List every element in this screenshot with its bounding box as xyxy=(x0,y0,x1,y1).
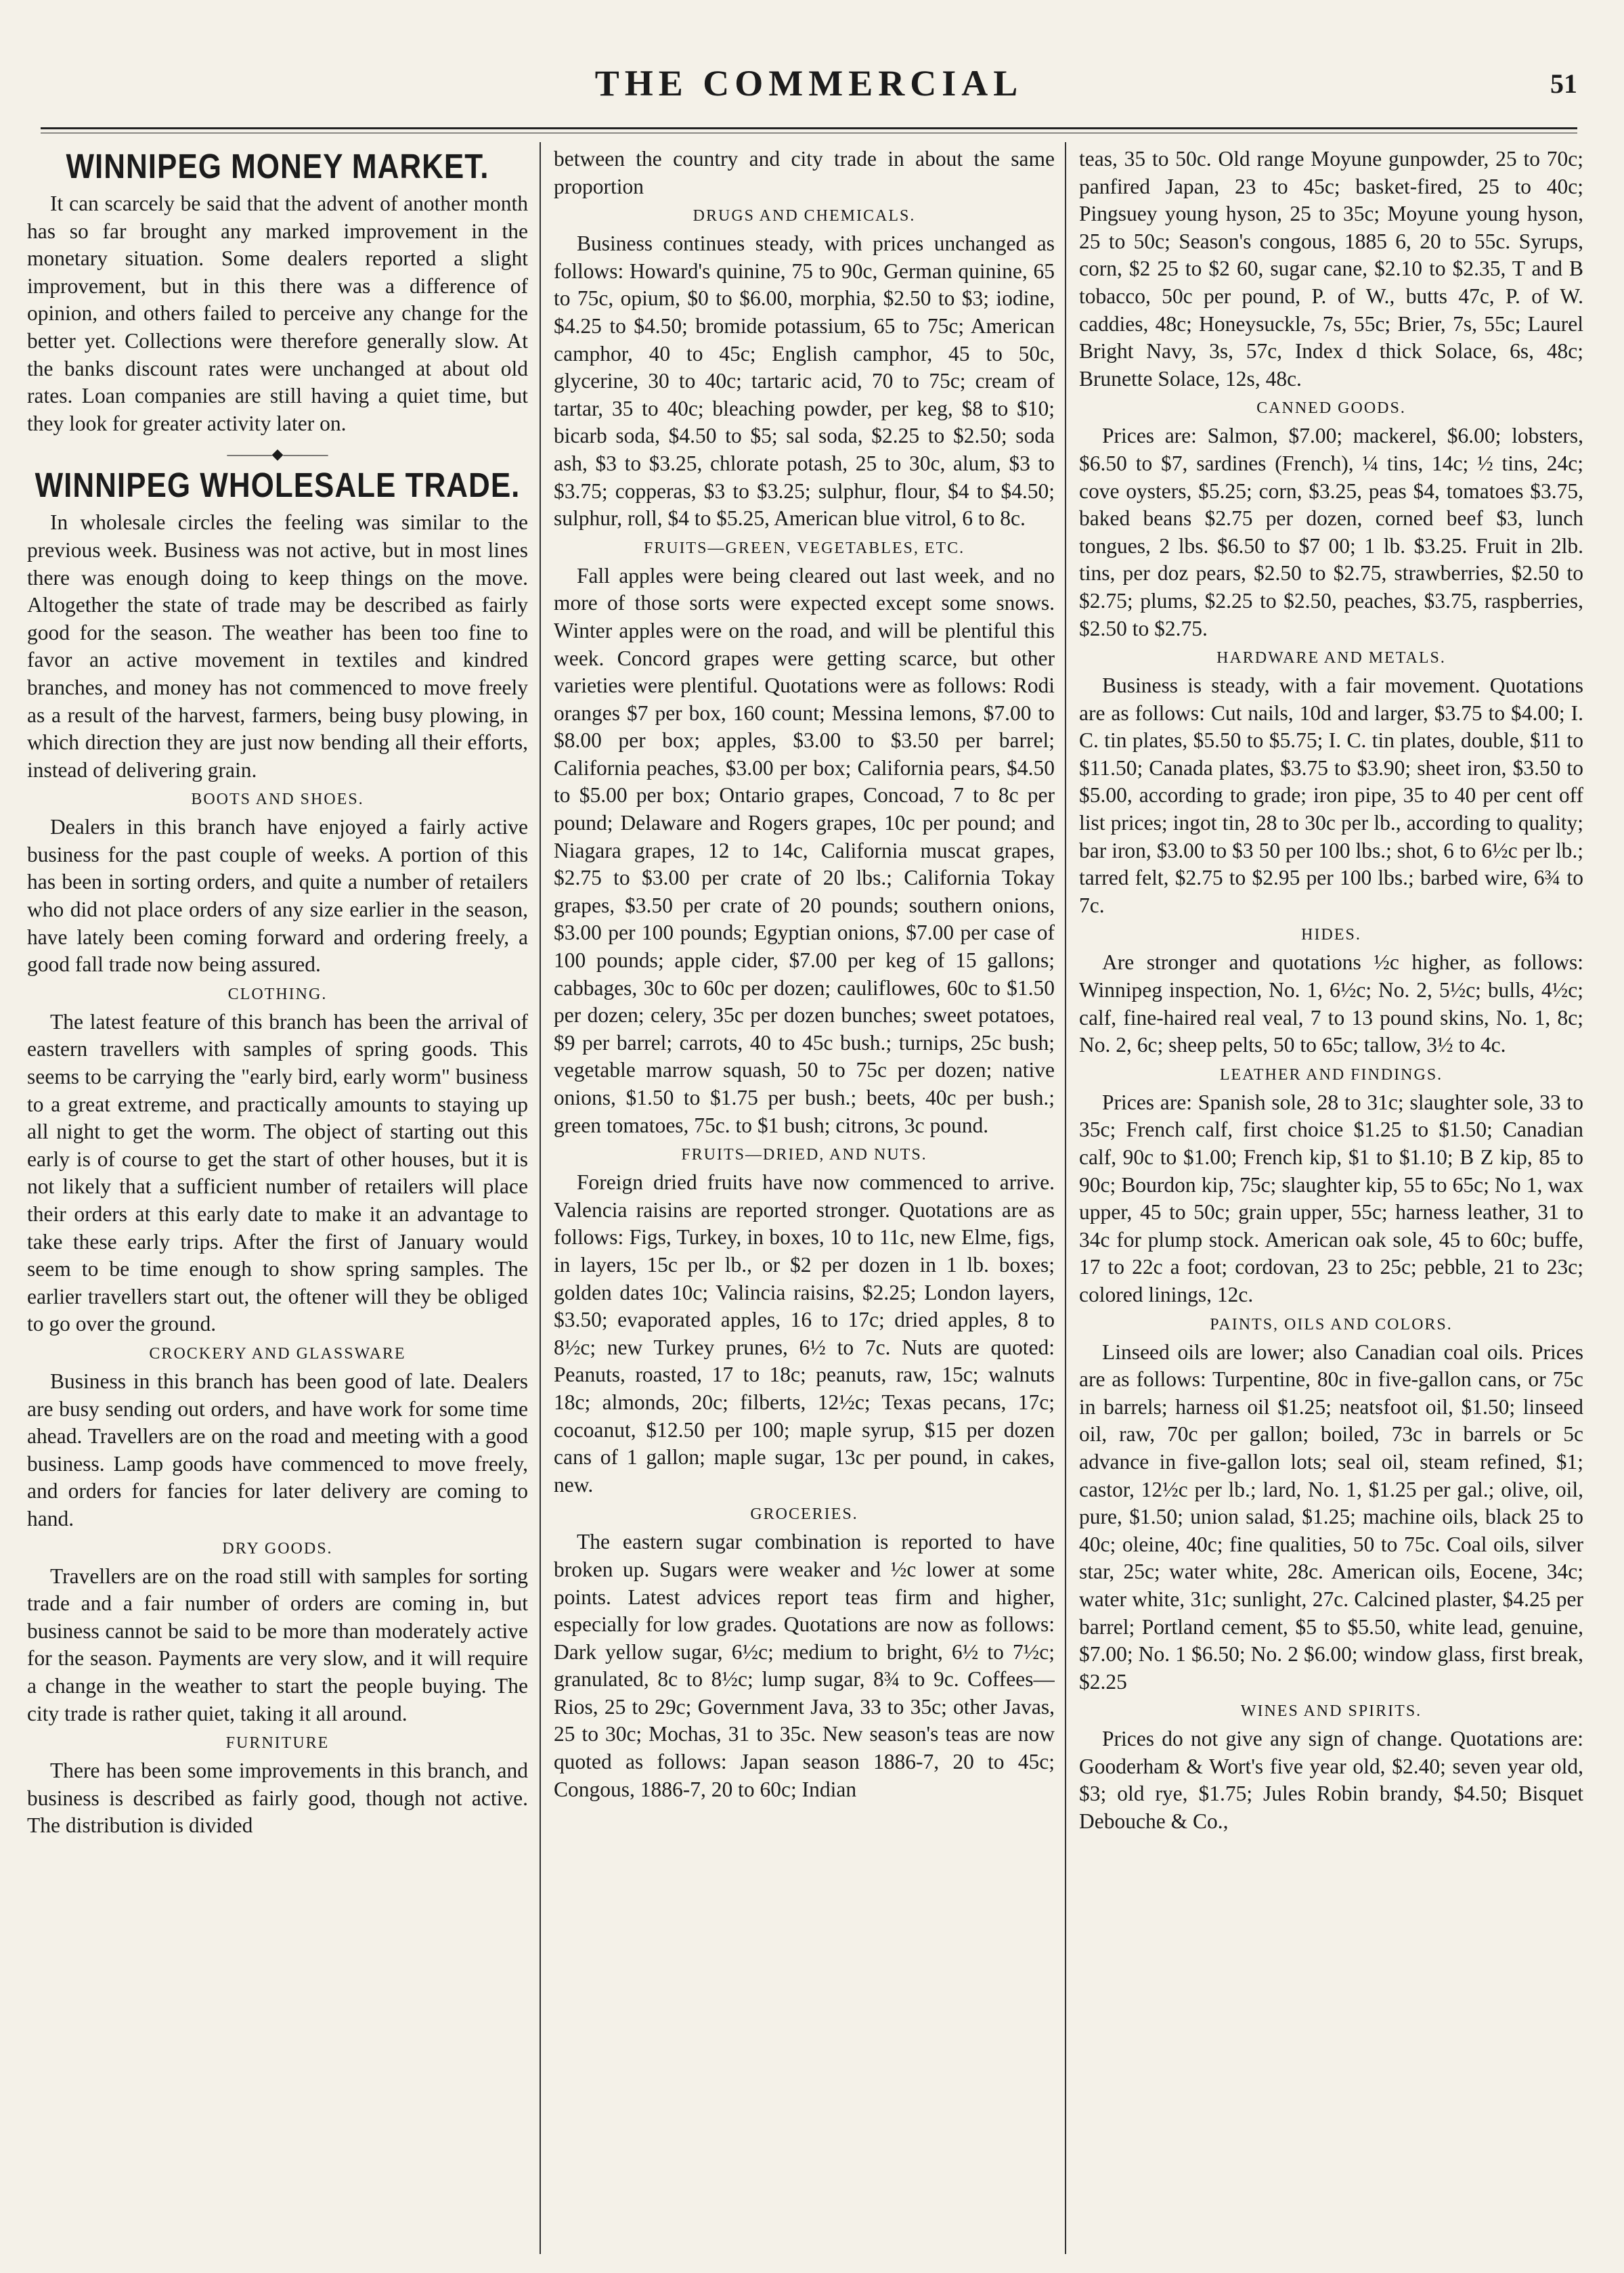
fruits-dried-heading: FRUITS—DRIED, AND NUTS. xyxy=(681,1146,927,1164)
column-3 xyxy=(1079,146,1583,2244)
canned-goods-heading: CANNED GOODS. xyxy=(1256,399,1406,418)
column-1 xyxy=(27,146,528,2244)
paints-heading: PAINTS, OILS AND COLORS. xyxy=(1210,1315,1453,1333)
wholesale-trade-title: WINNIPEG WHOLESALE TRADE. xyxy=(35,466,521,505)
section-divider: ———◆——— xyxy=(227,445,328,463)
hides-heading: HIDES. xyxy=(1301,926,1361,944)
canned-goods-body: Prices are: Salmon, $7.00; mackerel, $6.00; lobsters, $6.50 to $7, sardines (French), ¼ tins, 14c; ½ tins, 24c; cove oysters, $5.25; corn, $3.25, peas $4, tomatoes $3.75, baked beans $2.75 per dozen, corned beef $3, lunch tongues, 2 lbs. $6.50 to $7 00; 1 lb. $3.25. Fruit in 2lb. tins, per doz pears, $2.50 to $2.75, strawberries, $2.50 to $2.75; plums, $2.25 to $2.50, peaches, $3.75, raspberries, $2.50 to $2.75. xyxy=(1079,424,1583,640)
fruits-green-heading: FRUITS—GREEN, VEGETABLES, ETC. xyxy=(643,539,965,557)
drugs-heading: DRUGS AND CHEMICALS. xyxy=(693,207,916,225)
leather-body: Prices are: Spanish sole, 28 to 31c; slaughter sole, 33 to 35c; French calf, first choice $1.25 to $1.50; Canadian calf, 90c to $1.00; French kip, $1 to $1.10; B Z kip, 85 to 90c; Bourdon kip, 75c; slaughter kip, 55 to 65c; No 1, wax upper, 45 to 50c; grain upper, 55c; harness leather, 31 to 34c for plump stock. American oak sole, 45 to 60c; buffe, 17 to 22c a foot; cordovan, 23 to 25c; pebble, 21 to 23c; colored linings, 12c. xyxy=(1079,1090,1583,1306)
page-number: 51 xyxy=(1550,68,1577,99)
boots-body: Dealers in this branch have enjoyed a fairly active business for the past couple of weeks. A portion of this has been in sorting orders, and quite a number of retailers who did not place orders of any size earlier in the season, have lately been coming forward and ordering freely, a good fall trade now being assured. xyxy=(27,815,528,977)
furniture-body: There has been some improvements in this branch, and business is described as fairly good, though not active. The distribution is divided xyxy=(27,1759,528,1838)
money-market-body: It can scarcely be said that the advent of another month has so far brought any marked improvement in the monetary situation. Some dealers reported a slight improvement, but in this there was a difference of opinion, and others failed to perceive any change for the better yet. Collections were therefore generally slow. At the banks discount rates were unchanged at about old rates. Loan companies are still having a quiet time, but they look for greater activity later on. xyxy=(27,192,528,435)
page-header xyxy=(41,47,1577,129)
dry-goods-body: Travellers are on the road still with samples for sorting trade and a fair number of orders are coming in, but business cannot be said to be more than moderately active for the season. Payments are very slow, and it will require a change in the weather to start the people buying. The city trade is rather quiet, taking it all around. xyxy=(27,1564,528,1725)
fruits-dried-body: Foreign dried fruits have now commenced to arrive. Valencia raisins are reported stronger. Quotations are as follows: Figs, Turkey, in boxes, 10 to 11c, new Elme, figs, in layers, 15c per lb., or $2 per dozen in 1 lb. boxes; golden dates 10c; Valincia raisins, $2.25; London layers, $3.50; evaporated apples, 16 to 17c; dried apples, 8 to 8½c; new Turkey prunes, 6½ to 7c. Nuts are quoted: Peanuts, roasted, 17 to 18c; peanuts, raw, 15c; walnuts 18c; almonds, 20c; filberts, 12½c; Texas pecans, 17c; cocoanut, $12.50 per 100; maple syrup, $15 per dozen cans of 1 gallon; maple sugar, 13c per pound, in cakes, new. xyxy=(554,1170,1055,1497)
clothing-heading: CLOTHING. xyxy=(227,985,328,1003)
paints-body: Linseed oils are lower; also Canadian coal oils. Prices are as follows: Turpentine, 80c in five-gallon cans, or 75c in barrels; harness oil $1.25; neatsfoot oil, $1.50; linseed oil, raw, 70c per gallon; boiled, 73c in barrels or 5c advance in five-gallon lots; seal oil, steam refined, $1; castor, 12½c per lb.; lard, No. 1, $1.25 per gal.; olive, oil, pure, $1.50; union salad, $1.25; machine oils, black 25 to 40c; oleine, 40c; fine qualities, 50 to 75c. Coal oils, silver star, 25c; water white, 28c. American oils, Eocene, 34c; water white, 31c; sunlight, 27c. Calcined plaster, $4.25 per barrel; Portland cement, $5 to $5.50, white lead, genuine, $7.00; No. 1 $6.50; No. 2 $6.00; window glass, first break, $2.25 xyxy=(1079,1340,1583,1694)
wines-body: Prices do not give any sign of change. Quotations are: Gooderham & Wort's five year old, $2.40; seven year old, $3; old rye, $1.75; Jules Robin brandy, $4.50; Bisquet Debouche & Co., xyxy=(1079,1727,1583,1834)
hardware-body: Business is steady, with a fair movement. Quotations are as follows: Cut nails, 10d and larger, $3.75 to $4.00; I. C. tin plates, $5.50 to $5.75; I. C. tin plates, double, $11 to $11.50; Canada plates, $3.75 to $3.90; sheet iron, $3.50 to $5.00, according to grade; iron pipe, 35 to 40 per cent off list prices; ingot tin, 28 to 30c per lb., according to quality; bar iron, $3.00 to $3 50 per 100 lbs.; shot, 6 to 6½c per lb.; tarred felt, $2.75 to $2.95 per 100 lbs.; barbed wire, 6¾ to 7c. xyxy=(1079,674,1583,917)
column-divider xyxy=(1065,142,1066,2254)
groceries-continuation: teas, 35 to 50c. Old range Moyune gunpowder, 25 to 70c; panfired Japan, 23 to 45c; basket-fired, 25 to 40c; Pingsuey young hyson, 25 to 35c; Moyune young hyson, 25 to 50c; Season's congous, 1885 6, 20 to 55c. Syrups, corn, $2 25 to $2 60, sugar cane, $2.10 to $2.35, T and B tobacco, 50c per pound, P. of W., butts 47c, P. of W. caddies, 48c; Honeysuckle, 7s, 55c; Brier, 7s, 55c; Laurel Bright Navy, 3s, 57c, Index d thick Solace, 6s, 48c; Brunette Solace, 12s, 48c. xyxy=(1079,147,1583,391)
clothing-body: The latest feature of this branch has been the arrival of eastern travellers with samples of spring goods. This seems to be carrying the "early bird, early worm" business to a great extreme, and practically amounts to staying up all night to get the worm. The object of starting out this early is of course to get the start of other houses, but it is not likely that a sufficient number of retailers will place their orders at this early date to make it an advantage to take these early trips. After the first of January would seem to be time enough to show spring samples. The earlier travellers start out, the oftener will they be obliged to go over the ground. xyxy=(27,1009,528,1336)
leather-heading: LEATHER AND FINDINGS. xyxy=(1219,1065,1443,1084)
drugs-body: Business continues steady, with prices unchanged as follows: Howard's quinine, 75 to 90c, German quinine, 65 to 75c, opium, $0 to $6.00, morphia, $2.50 to $3; iodine, $4.25 to $4.50; bromide potassium, 65 to 75c; American camphor, 40 to 45c; English camphor, 45 to 50c, glycerine, 30 to 40c; tartaric acid, 70 to 75c; cream of tartar, 35 to 40c; bleaching powder, per keg, $8 to $10; bicarb soda, $4.50 to $5; sal soda, $2.25 to $2.50; soda ash, $3 to $3.25, chlorate potash, 25 to 30c, alum, $3 to $3.75; copperas, $3 to $3.25; sulphur, flour, $4 to $4.50; sulphur, roll, $4 to $5.25, American blue vitrol, 6 to 8c. xyxy=(554,231,1055,531)
column-divider xyxy=(540,142,541,2254)
hardware-heading: HARDWARE AND METALS. xyxy=(1216,649,1446,667)
dry-goods-heading: DRY GOODS. xyxy=(222,1539,333,1558)
header-rule xyxy=(41,127,1577,129)
column-2 xyxy=(554,146,1055,2244)
groceries-heading: GROCERIES. xyxy=(750,1505,858,1524)
wines-heading: WINES AND SPIRITS. xyxy=(1240,1702,1422,1721)
furniture-heading: FURNITURE xyxy=(225,1734,330,1752)
hides-body: Are stronger and quotations ½c higher, as follows: Winnipeg inspection, No. 1, 6½c; No. 2, 5½c; bulls, 4½c; calf, fine-haired real veal, 7 to 13 pound skins, No. 1, 8c; No. 2, 6c; sheep pelts, 50 to 65c; tallow, 3½ to 4c. xyxy=(1079,950,1583,1057)
boots-heading: BOOTS AND SHOES. xyxy=(191,791,364,809)
masthead: THE COMMERCIAL xyxy=(594,63,1024,104)
fruits-green-body: Fall apples were being cleared out last week, and no more of those sorts were expected except some snows. Winter apples were on the road, and will be plentiful this week. Concord grapes were getting scarce, but other varieties were plentiful. Quotations were as follows: Rodi oranges $7 per box, 160 count; Messina lemons, $7.00 to $8.00 per box; apples, $3.00 to $3.50 per barrel; California peaches, $3.00 per box; California pears, $4.50 to $5.00 per box; Ontario grapes, Concoad, 7 to 8c per pound; Delaware and Rogers grapes, 10c per pound; and Niagara grapes, 12 to 14c, California muscat grapes, $2.75 to $3.00 per crate of 20 lbs.; California Tokay grapes, $3.50 per crate of 20 pounds; southern onions, $3.00 per 100 pounds; Egyptian onions, $7.00 per case of 100 pounds; apple cider, $7.00 per keg of 15 gallons; cabbages, 30c to 60c per dozen; cauliflowes, 60c to $1.50 per dozen; celery, 35c per dozen bunches; sweet potatoes, $9 per barrel; carrots, 40 to 45c bush.; turnips, 25c bush; vegetable marrow squash, 50 to 75c per dozen; native onions, $1.50 to $1.75 per bush.; beets, 40c per bush.; green tomatoes, 75c. to $1 bush; citrons, 3c pound. xyxy=(554,563,1055,1137)
crockery-heading: CROCKERY AND GLASSWARE xyxy=(149,1344,406,1363)
furniture-continuation: between the country and city trade in about the same proportion xyxy=(554,147,1055,198)
wholesale-trade-body: In wholesale circles the feeling was similar to the previous week. Business was not active, but in most lines there was enough doing to keep things on the move. Altogether the state of trade may be described as fairly good for the season. The weather has been too fine to favor an active movement in textiles and kindred branches, and money has not commenced to move freely as a result of the harvest, farmers, being busy plowing, in which direction they are just now bending all their efforts, instead of delivering grain. xyxy=(27,510,528,782)
money-market-title: WINNIPEG MONEY MARKET. xyxy=(66,148,489,186)
groceries-body: The eastern sugar combination is reported to have broken up. Sugars were weaker and ½c lower at some points. Latest advices report teas firm and higher, especially for low grades. Quotations are now as follows: Dark yellow sugar, 6½c; medium to bright, 6½ to 7½c; granulated, 8c to 8½c; lump sugar, 8¾ to 9c. Coffees—Rios, 25 to 29c; Government Java, 33 to 35c; other Javas, 25 to 30c; Mochas, 31 to 35c. New season's teas are now quoted as follows: Japan season 1886-7, 20 to 45c; Congous, 1886-7, 20 to 60c; Indian xyxy=(554,1530,1055,1801)
crockery-body: Business in this branch has been good of late. Dealers are busy sending out orders, and have work for some time ahead. Travellers are on the road and meeting with a good business. Lamp goods have commenced to move freely, and orders for fancies for later delivery are coming to hand. xyxy=(27,1369,528,1530)
